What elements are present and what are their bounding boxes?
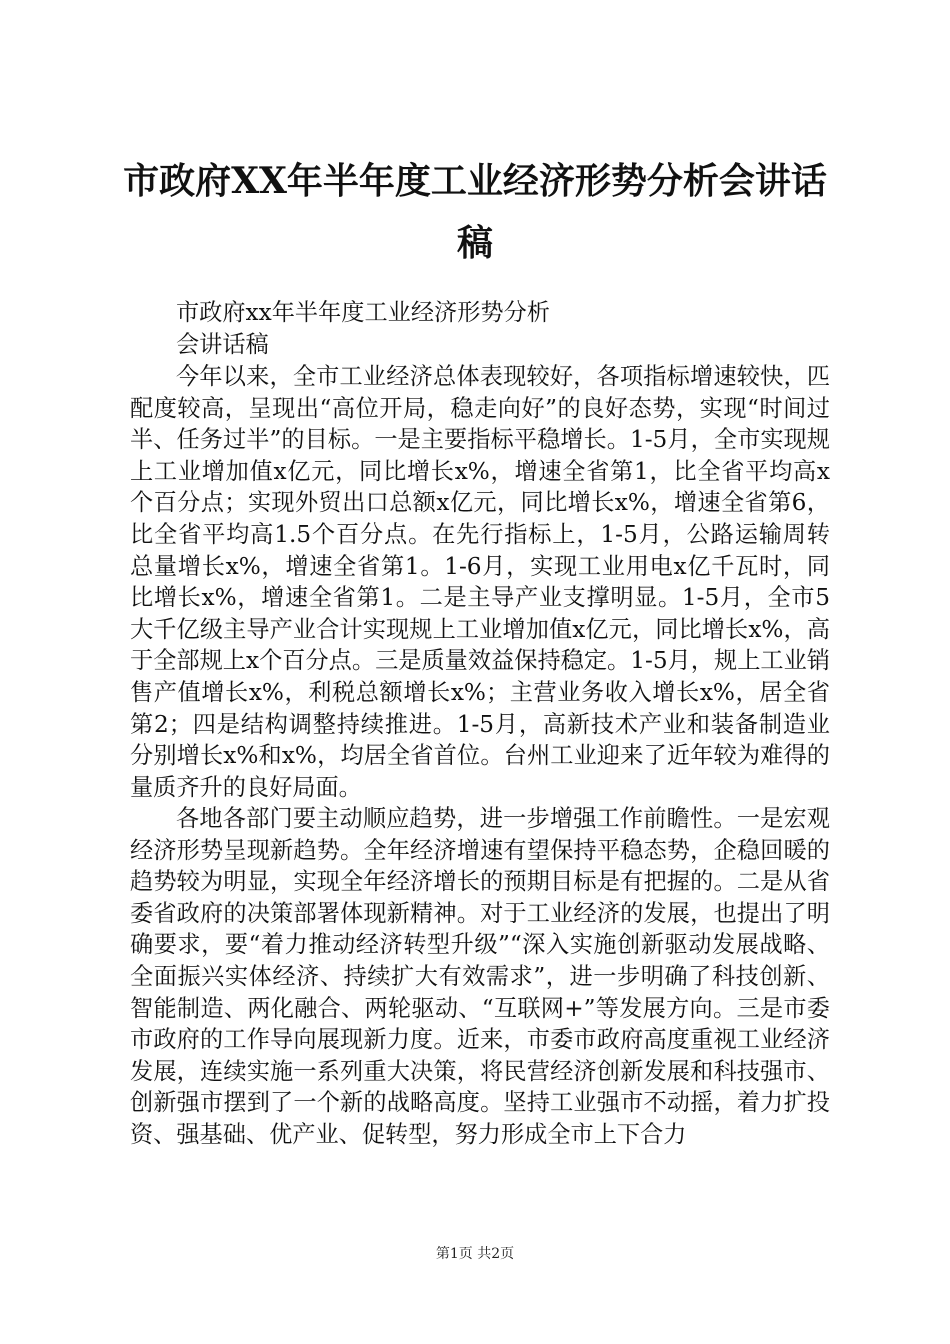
body-paragraph-1: 今年以来，全市工业经济总体表现较好，各项指标增速较快，匹配度较高，呈现出“高位开局，稳走向好”的良好态势，实现“时间过半、任务过半”的目标。一是主要指标平稳增长。1-5月，全市实现规上工业增加值x亿元，同比增长x%，增速全省第1，比全省平均高x个百分点；实现外贸出口总额x亿元，同比增长x%，增速全省第6，比全省平均高1.5个百分点。在先行指标上，1-5月，公路运输周转总量增长x%，增速全省第1。1-6月，实现工业用电x亿千瓦时，同比增长x%，增速全省第1。二是主导产业支撑明显。1-5月，全市5大千亿级主导产业合计实现规上工业增加值x亿元，同比增长x%，高于全部规上x个百分点。三是质量效益保持稳定。1-5月，规上工业销售产值增长x%，利税总额增长x%；主营业务收入增长x%，居全省第2；四是结构调整持续推进。1-5月，高新技术产业和装备制造业分别增长x%和x%，均居全省首位。台州工业迎来了近年较为难得的量质齐升的良好局面。 — [130, 363, 830, 801]
document-subtitle-line1: 市政府xx年半年度工业经济形势分析 — [176, 299, 550, 326]
body-paragraph-2: 各地各部门要主动顺应趋势，进一步增强工作前瞻性。一是宏观经济形势呈现新趋势。全年经济增速有望保持平稳态势，企稳回暖的趋势较为明显，实现全年经济增长的预期目标是有把握的。二是从省委省政府的决策部署体现新精神。对于工业经济的发展，也提出了明确要求，要“着力推动经济转型升级”“深入实施创新驱动发展战略、全面振兴实体经济、持续扩大有效需求”，进一步明确了科技创新、智能制造、两化融合、两轮驱动、“互联网+”等发展方向。三是市委市政府的工作导向展现新力度。近来，市委市政府高度重视工业经济发展，连续实施一系列重大决策，将民营经济创新发展和科技强市、创新强市摆到了一个新的战略高度。坚持工业强市不动摇，着力扩投资、强基础、优产业、促转型，努力形成全市上下合力 — [130, 805, 830, 1148]
document-title-line1: 市政府XX年半年度工业经济形势分析会讲话 — [123, 160, 827, 202]
document-title-line2: 稿 — [456, 222, 493, 264]
page-footer: 第1页 共2页 — [435, 1246, 515, 1262]
document-subtitle-line2: 会讲话稿 — [176, 331, 269, 358]
